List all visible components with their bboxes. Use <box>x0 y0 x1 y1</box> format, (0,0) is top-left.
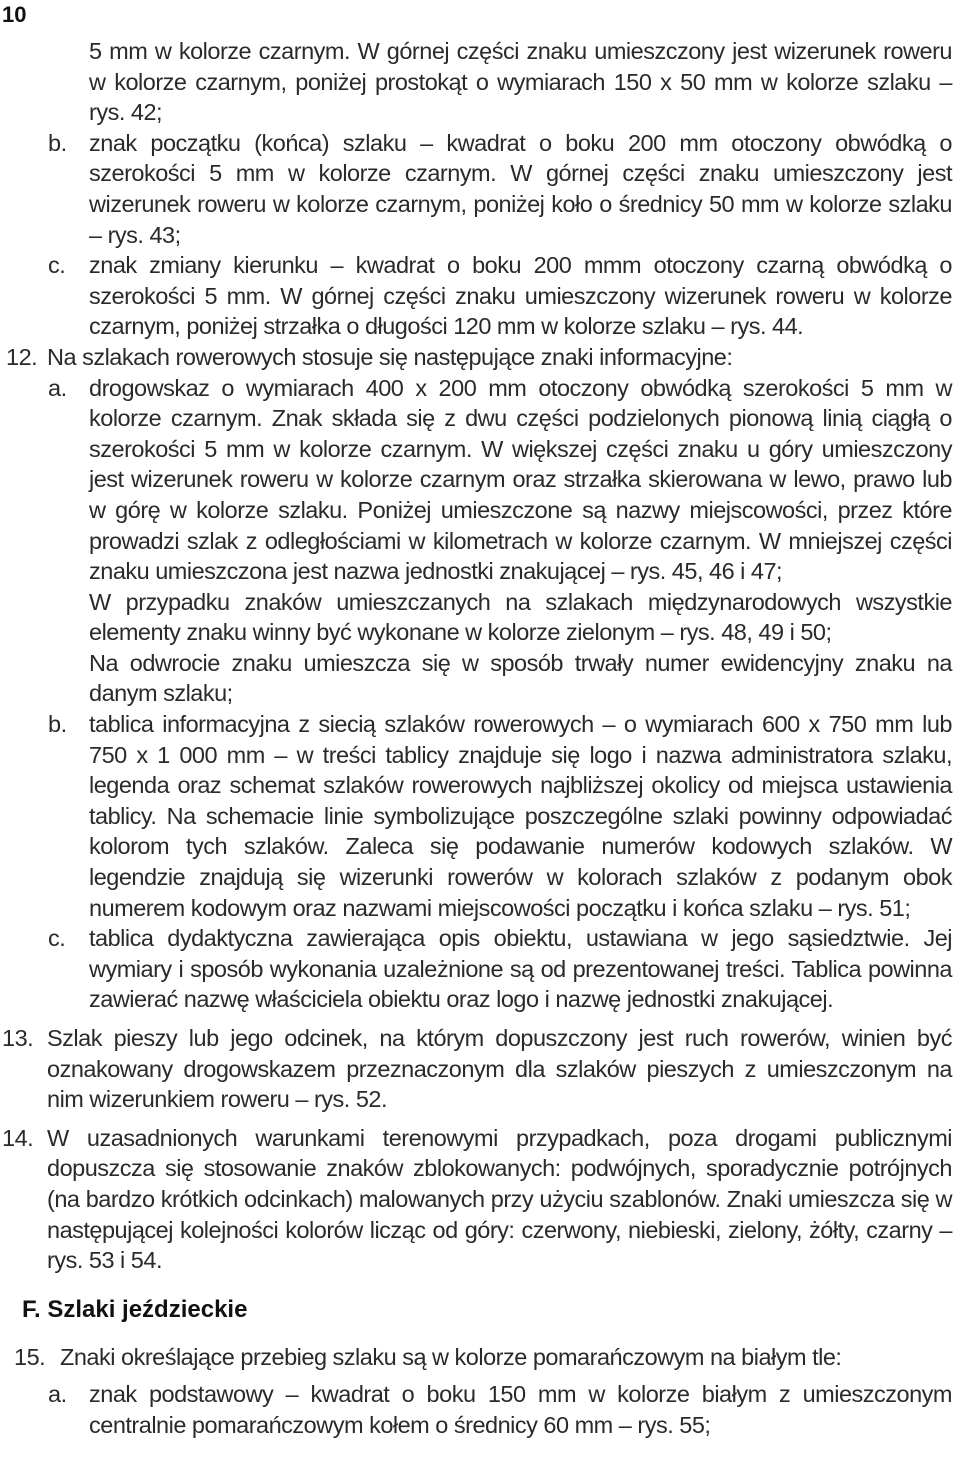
item-text: drogowskaz o wymiarach 400 x 200 mm otoczony obwódką szerokości 5 mm w kolorze czarnym. Znak składa się z dwu części podzielonych pionową linią ciągłą o szerokości 5 mm w kolorze czarnym. W większej części znaku u góry umieszczony jest wizerunek roweru w kolorze czarnym oraz strzałka skierowana w lewo, prawo lub w górę w kolorze szlaku. Poniżej umieszczone są nazwy miejscowości, przez które prowadzi szlak z odległościami w kilometrach w kolorze czarnym. W mniejszej części znaku umieszczona jest nazwa jednostki znakującej – rys. 45, 46 i 47; <box>89 374 952 585</box>
numbered-item <box>0 342 960 373</box>
numbered-item <box>0 1342 960 1373</box>
item-marker: c. <box>48 925 66 952</box>
item-text: Na odwrocie znaku umieszcza się w sposób trwały numer ewidencyjny znaku na danym szlaku; <box>89 649 952 707</box>
item-text: W przypadku znaków umieszczanych na szlakach międzynarodowych wszystkie elementy znaku winny być wykonane w kolorze zielonym – rys. 48, 49 i 50; <box>89 588 952 646</box>
list-item <box>0 373 960 587</box>
item-marker: a. <box>48 374 67 401</box>
item-text: 5 mm w kolorze czarnym. W górnej części znaku umieszczony jest wizerunek roweru w kolorze czarnym, poniżej prostokąt o wymiarach 150 x 50 mm w kolorze szlaku – rys. 42; <box>89 38 952 126</box>
item-text: W uzasadnionych warunkami terenowymi przypadkach, poza drogami publicznymi dopuszcza się stosowanie znaków zblokowanych: podwójnych, sporadycznie potrójnych (na bardzo krótkich odcinkach) malowanych przy użyciu szablonów. Znaki umieszcza się w następującej kolejności kolorów licząc od góry: czerwony, niebieski, zielony, żółty, czarny – rys. 53 i 54. <box>47 1124 952 1274</box>
item-text: znak zmiany kierunku – kwadrat o boku 200 mmm otoczony czarną obwódką o szerokości 5 mm. W górnej części znaku umieszczony wizerunek roweru w kolorze czarnym, poniżej strzałka o długości 120 mm w kolorze szlaku – rys. 44. <box>89 252 952 340</box>
list-item-continuation <box>0 587 960 648</box>
list-item <box>0 250 960 342</box>
item-text: znak początku (końca) szlaku – kwadrat o boku 200 mm otoczony obwódką o szerokości 5 mm w kolorze czarnym. W górnej części znaku umieszczony jest wizerunek roweru w kolorze czarnym, poniżej koło o średnicy 50 mm w kolorze szlaku – rys. 43; <box>89 129 952 248</box>
list-item <box>0 709 960 923</box>
list-item <box>0 36 960 128</box>
item-marker: a. <box>48 1380 67 1407</box>
item-text: Szlak pieszy lub jego odcinek, na którym dopuszczony jest ruch rowerów, winien być oznakowany drogowskazem przeznaczonym dla szlaków pieszych z umieszczonym na nim wizerunkiem roweru – rys. 52. <box>47 1025 952 1113</box>
item-text: znak podstawowy – kwadrat o boku 150 mm w kolorze białym z umieszczonym centralnie pomarańczowym kołem o średnicy 60 mm – rys. 55; <box>89 1380 952 1438</box>
page-number: 10 <box>2 2 27 27</box>
item-marker: b. <box>48 129 67 156</box>
item-text: Na szlakach rowerowych stosuje się następujące znaki informacyjne: <box>47 343 733 370</box>
list-item <box>0 128 960 250</box>
item-number: 12. <box>6 343 38 370</box>
numbered-item <box>0 1123 960 1276</box>
list-item <box>0 923 960 1015</box>
item-text: tablica informacyjna z siecią szlaków rowerowych – o wymiarach 600 x 750 mm lub 750 x 1 000 mm – w treści tablicy znajduje się logo i nazwa administratora szlaku, legenda oraz schemat szlaków rowerowych najbliższej okolicy od miejsca ustawienia tablicy. Na schemacie linie symbolizujące poszczególne szlaki powinny odpowiadać kolorom tych szlaków. Zaleca się podawanie numerów kodowych szlaków. W legendzie znajdują się wizerunki rowerów w kolorach szlaków z podanym obok numerem kodowym oraz nazwami miejscowości początku i końca szlaku – rys. 51; <box>89 711 952 921</box>
item-number: 14. <box>2 1124 34 1151</box>
numbered-item <box>0 1023 960 1115</box>
list-item-continuation <box>0 648 960 709</box>
item-text: Znaki określające przebieg szlaku są w kolorze pomarańczowym na białym tle: <box>60 1344 842 1371</box>
section-heading: F. Szlaki jeździeckie <box>22 1295 248 1323</box>
item-number: 13. <box>2 1025 34 1051</box>
item-marker: c. <box>48 252 66 279</box>
item-marker: b. <box>48 711 67 738</box>
item-text: tablica dydaktyczna zawierająca opis obiektu, ustawiana w jego sąsiedztwie. Jej wymiary i sposób wykonania uzależnione są od prezentowanej treści. Tablica powinna zawierać nazwę właściciela obiektu oraz logo i nazwę jednostki znakującej. <box>89 925 952 1013</box>
item-number: 15. <box>14 1344 46 1371</box>
page-body <box>0 36 960 1440</box>
list-item <box>0 1379 960 1440</box>
